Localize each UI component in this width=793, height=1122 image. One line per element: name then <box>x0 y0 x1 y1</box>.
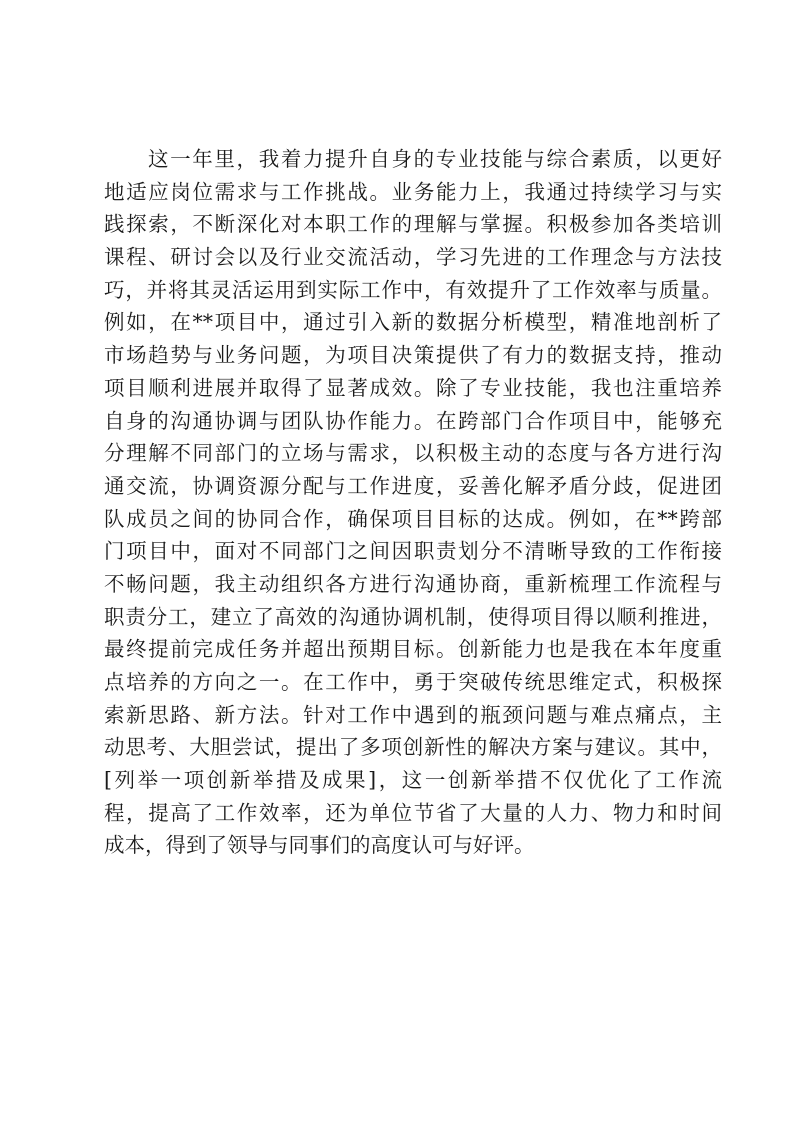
paragraph-line: 课程、研讨会以及行业交流活动，学习先进的工作理念与方法技 <box>104 245 722 270</box>
paragraph-line: 通交流，协调资源分配与工作进度，妥善化解矛盾分歧，促进团 <box>104 473 722 498</box>
paragraph-line: 队成员之间的协同合作，确保项目目标的达成。例如，在**跨部 <box>104 506 722 531</box>
paragraph-line: 地适应岗位需求与工作挑战。业务能力上，我通过持续学习与实 <box>104 179 722 204</box>
paragraph-line: 例如，在**项目中，通过引入新的数据分析模型，精准地剖析了 <box>104 310 722 335</box>
paragraph-line: 自身的沟通协调与团队协作能力。在跨部门合作项目中，能够充 <box>104 408 722 433</box>
paragraph-line: [列举一项创新举措及成果]，这一创新举措不仅优化了工作流 <box>104 768 722 793</box>
paragraph-line: 索新思路、新方法。针对工作中遇到的瓶颈问题与难点痛点，主 <box>104 702 722 727</box>
paragraph-line: 这一年里，我着力提升自身的专业技能与综合素质，以更好 <box>148 147 722 171</box>
paragraph-line: 项目顺利进展并取得了显著成效。除了专业技能，我也注重培养 <box>104 375 722 400</box>
paragraph-line: 践探索，不断深化对本职工作的理解与掌握。积极参加各类培训 <box>104 212 722 237</box>
paragraph-line: 分理解不同部门的立场与需求，以积极主动的态度与各方进行沟 <box>104 441 722 466</box>
paragraph-line: 职责分工，建立了高效的沟通协调机制，使得项目得以顺利推进， <box>104 604 722 629</box>
paragraph-line: 程，提高了工作效率，还为单位节省了大量的人力、物力和时间 <box>104 800 722 825</box>
paragraph-line: 成本，得到了领导与同事们的高度认可与好评。 <box>104 833 535 858</box>
paragraph-line: 巧，并将其灵活运用到实际工作中，有效提升了工作效率与质量。 <box>104 277 722 302</box>
paragraph-line: 门项目中，面对不同部门之间因职责划分不清晰导致的工作衔接 <box>104 539 722 564</box>
paragraph-line: 最终提前完成任务并超出预期目标。创新能力也是我在本年度重 <box>104 637 722 662</box>
paragraph-line: 市场趋势与业务问题，为项目决策提供了有力的数据支持，推动 <box>104 343 722 368</box>
body-paragraph <box>104 143 722 862</box>
paragraph-line: 点培养的方向之一。在工作中，勇于突破传统思维定式，积极探 <box>104 670 722 694</box>
paragraph-line: 动思考、大胆尝试，提出了多项创新性的解决方案与建议。其中， <box>104 735 722 760</box>
paragraph-line: 不畅问题，我主动组织各方进行沟通协商，重新梳理工作流程与 <box>104 571 722 596</box>
